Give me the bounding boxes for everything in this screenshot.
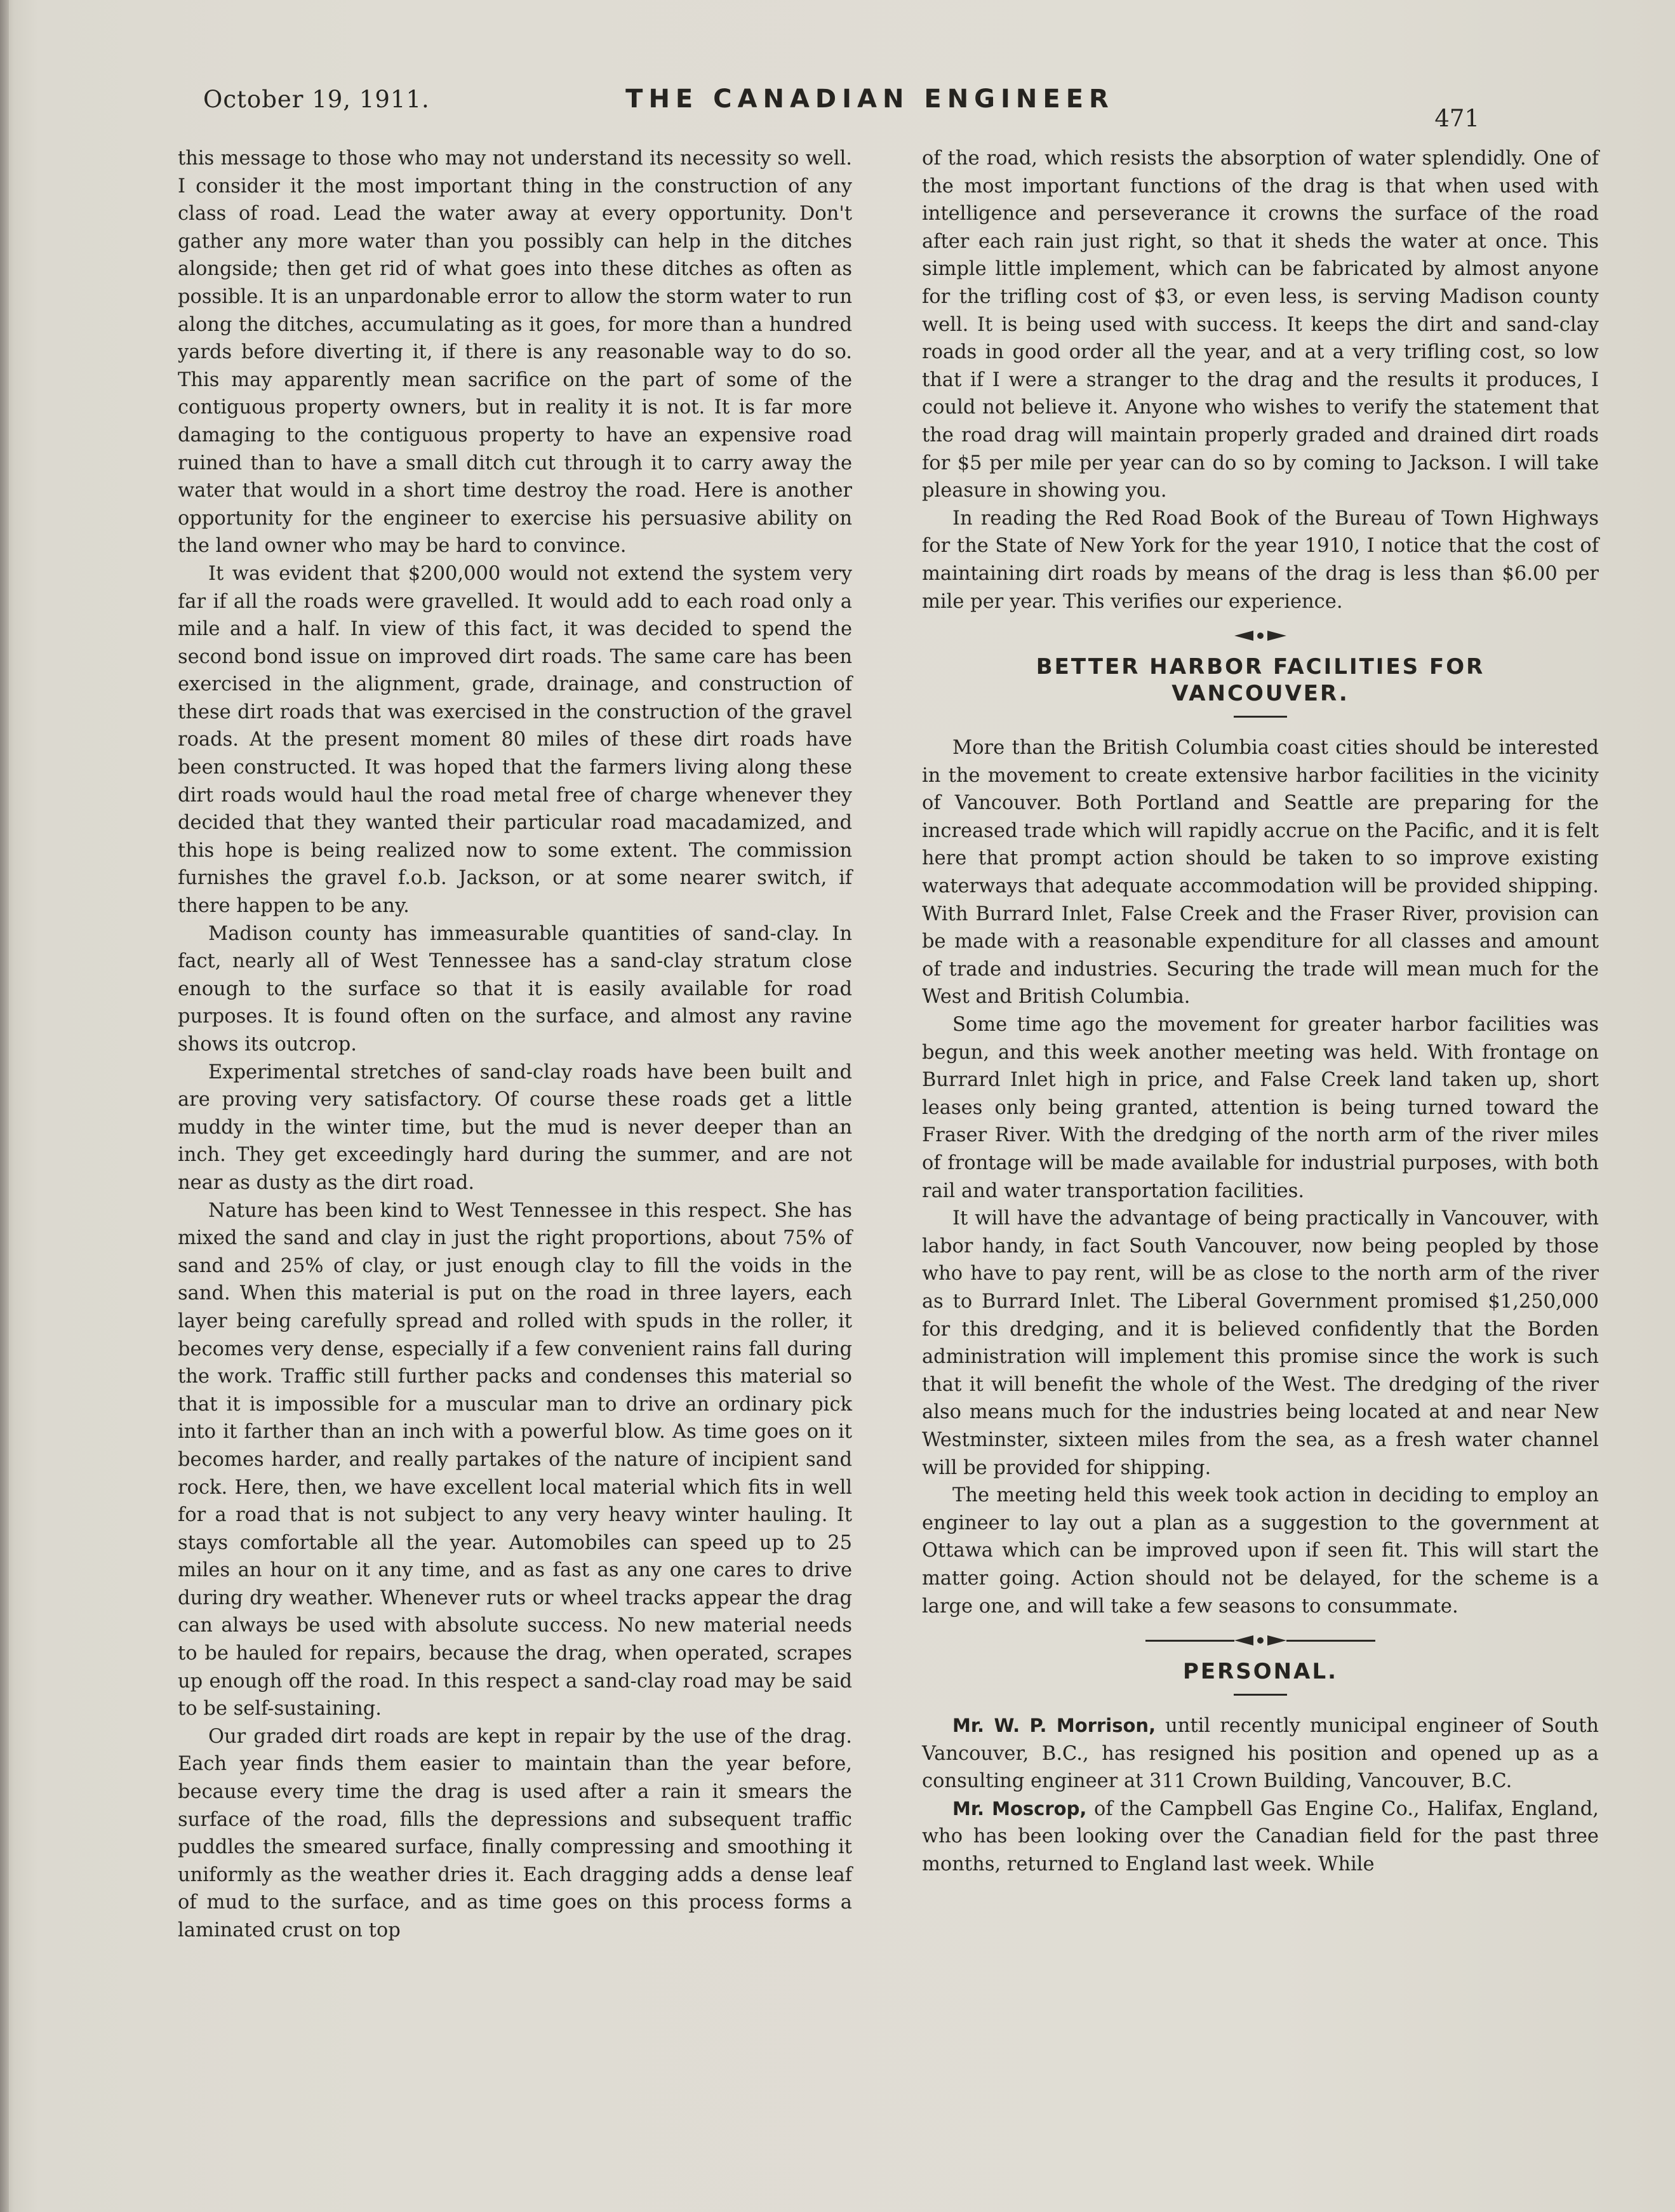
- article-paragraph: Experimental stretches of sand-clay roads have been built and are proving very satisfactory. Of course these roads get a little muddy in the winter time, but the mud is never deeper than an inch. They get exceedingly hard during the summer, and are not near as dusty as the dirt road.: [178, 1061, 852, 1194]
- journal-title: THE CANADIAN ENGINEER: [625, 84, 1114, 114]
- personal-item: [922, 1795, 1599, 1879]
- person-note: until recently municipal engineer of South Vancouver, B.C., has resigned his position and opened up as a consulting engineer at 311 Crown Building, Vancouver, B.C.: [922, 1715, 1599, 1793]
- heading-rule: [1234, 1694, 1287, 1696]
- right-column: [922, 145, 1599, 1879]
- personal-section-heading: PERSONAL.: [1182, 1659, 1338, 1685]
- running-header: [203, 84, 1479, 132]
- section-divider-ornament: [922, 1634, 1599, 1647]
- harbor-paragraph: The meeting held this week took action in deciding to employ an engineer to lay out a plan as a suggestion to the government at Ottawa which can be improved upon if seen fit. This will start the matter going. Action should not be delayed, for the scheme is a large one, and will take a few seasons to consummate.: [922, 1484, 1599, 1618]
- harbor-section-heading: [922, 654, 1599, 707]
- article-paragraph: Our graded dirt roads are kept in repair by the use of the drag. Each year finds them easier to maintain than the year before, because every time the drag is used after a rain it smears the surface of the road, fills the depressions and subsequent traffic puddles the smeared surface, finally compressing and smoothing it uniformly as the weather dries it. Each dragging adds a dense leaf of mud to the surface, and as time goes on this process forms a laminated crust on top: [178, 1725, 852, 1941]
- page-number: 471: [1434, 105, 1479, 132]
- article-paragraph: In reading the Red Road Book of the Bureau of Town Highways for the State of New York for the year 1910, I notice that the cost of maintaining dirt roads by means of the drag is less than $6.00 per mile per year. This verifies our experience.: [922, 507, 1599, 613]
- article-paragraph: this message to those who may not understand its necessity so well. I consider it the most important thing in the construction of any class of road. Lead the water away at every opportunity. Don't gather any more water than you possibly can help in the ditches alongside; then get rid of what goes into these ditches as often as possible. It is an unpardonable error to allow the storm water to run along the ditches, accumulating as it goes, for more than a hundred yards before diverting it, if there is any reasonable way to do so. This may apparently mean sacrifice on the part of some of the contiguous property owners, but in reality it is not. It is far more damaging to the contiguous property to have an expensive road ruined than to have a small ditch cut through it to carry away the water that would in a short time destroy the road. Here is another opportunity for the engineer to exercise his persuasive ability on the land owner who may be hard to convince.: [178, 147, 852, 558]
- section-divider-ornament: [922, 629, 1599, 642]
- article-paragraph: It was evident that $200,000 would not extend the system very far if all the roads were gravelled. It would add to each road only a mile and a half. In view of this fact, it was decided to spend the second bond issue on improved dirt roads. The same care has been exercised in the alignment, grade, drainage, and construction of these dirt roads that was exercised in the construction of the gravel roads. At the present moment 80 miles of these dirt roads have been constructed. It was hoped that the farmers living along these dirt roads would haul the road metal free of charge whenever they decided that they wanted their particular road macadamized, and this hope is being realized now to some extent. The commission furnishes the gravel f.o.b. Jackson, or at some nearer switch, if there happen to be any.: [178, 562, 852, 918]
- article-paragraph: Nature has been kind to West Tennessee in this respect. She has mixed the sand and clay in just the right proportions, about 75% of sand and 25% of clay, or just enough clay to fill the voids in the sand. When this material is put on the road in three layers, each layer being carefully spread and rolled with spuds in the roller, it becomes very dense, especially if a few convenient rains fall during the work. Traffic still further packs and condenses this material so that it is impossible for a muscular man to drive an ordinary pick into it farther than an inch with a powerful blow. As time goes on it becomes harder, and really partakes of the nature of incipient sand rock. Here, then, we have excellent local material which fits in well for a road that is not subject to any very heavy winter hauling. It stays comfortable all the year. Automobiles can speed up to 25 miles an hour on it any time, and as fast as any one cares to drive during dry weather. Whenever ruts or wheel tracks appear the drag can always be used with absolute success. No new material needs to be hauled for repairs, because the drag, when operated, scrapes up enough off the road. In this respect a sand-clay road may be said to be self-sustaining.: [178, 1199, 852, 1720]
- harbor-paragraph: It will have the advantage of being practically in Vancouver, with labor handy, in fact South Vancouver, now being peopled by those who have to pay rent, will be as close to the north arm of the river as to Burrard Inlet. The Liberal Government promised $1,250,000 for this dredging, and it is believed confidently that the Borden administration will implement this promise since the work is such that it will benefit the whole of the West. The dredging of the river also means much for the industries being located at and near New Westminster, sixteen miles from the sea, as a fresh water channel will be provided for shipping.: [922, 1207, 1599, 1479]
- harbor-heading-line1: BETTER HARBOR FACILITIES FOR: [1036, 654, 1485, 680]
- harbor-heading-line2: VANCOUVER.: [1171, 681, 1349, 707]
- person-name: Mr. Moscrop,: [952, 1797, 1087, 1820]
- harbor-paragraph: More than the British Columbia coast cities should be interested in the movement to create extensive harbor facilities in the vicinity of Vancouver. Both Portland and Seattle are preparing for the increased trade which will rapidly accrue on the Pacific, and it is felt here that prompt action should be taken to so improve existing waterways that adequate accommodation will be provided shipping. With Burrard Inlet, False Creek and the Fraser River, provision can be made with a reasonable expenditure for all classes and amount of trade and industries. Securing the trade will mean much for the West and British Columbia.: [922, 737, 1599, 1009]
- personal-item: [922, 1712, 1599, 1795]
- left-column: [178, 145, 852, 1945]
- article-paragraph: Madison county has immeasurable quantities of sand-clay. In fact, nearly all of West Tennessee has a sand-clay stratum close enough to the surface so that it is easily available for road purposes. It is found often on the surface, and almost any ravine shows its outcrop.: [178, 922, 852, 1056]
- binding-edge: [0, 0, 9, 2212]
- person-name: Mr. W. P. Morrison,: [952, 1715, 1156, 1737]
- issue-date: October 19, 1911.: [203, 86, 430, 113]
- harbor-paragraph: Some time ago the movement for greater harbor facilities was begun, and this week another meeting was held. With frontage on Burrard Inlet high in price, and False Creek land taken up, short leases only being granted, attention is being turned toward the Fraser River. With the dredging of the north arm of the river miles of frontage will be made available for industrial purposes, with both rail and water transportation facilities.: [922, 1014, 1599, 1202]
- person-note: of the Campbell Gas Engine Co., Halifax, England, who has been looking over the Canadian field for the past three months, returned to England last week. While: [922, 1797, 1599, 1876]
- heading-rule: [1234, 716, 1287, 718]
- article-paragraph: of the road, which resists the absorption of water splendidly. One of the most important functions of the drag is that when used with intelligence and perseverance it crowns the surface of the road after each rain just right, so that it sheds the water at once. This simple little implement, which can be fabricated by almost anyone for the trifling cost of $3, or even less, is serving Madison county well. It is being used with success. It keeps the dirt and sand-clay roads in good order all the year, and at a very trifling cost, so low that if I were a stranger to the drag and the results it produces, I could not believe it. Anyone who wishes to verify the statement that the road drag will maintain properly graded and drained dirt roads for $5 per mile per year can do so by coming to Jackson. I will take pleasure in showing you.: [922, 147, 1599, 502]
